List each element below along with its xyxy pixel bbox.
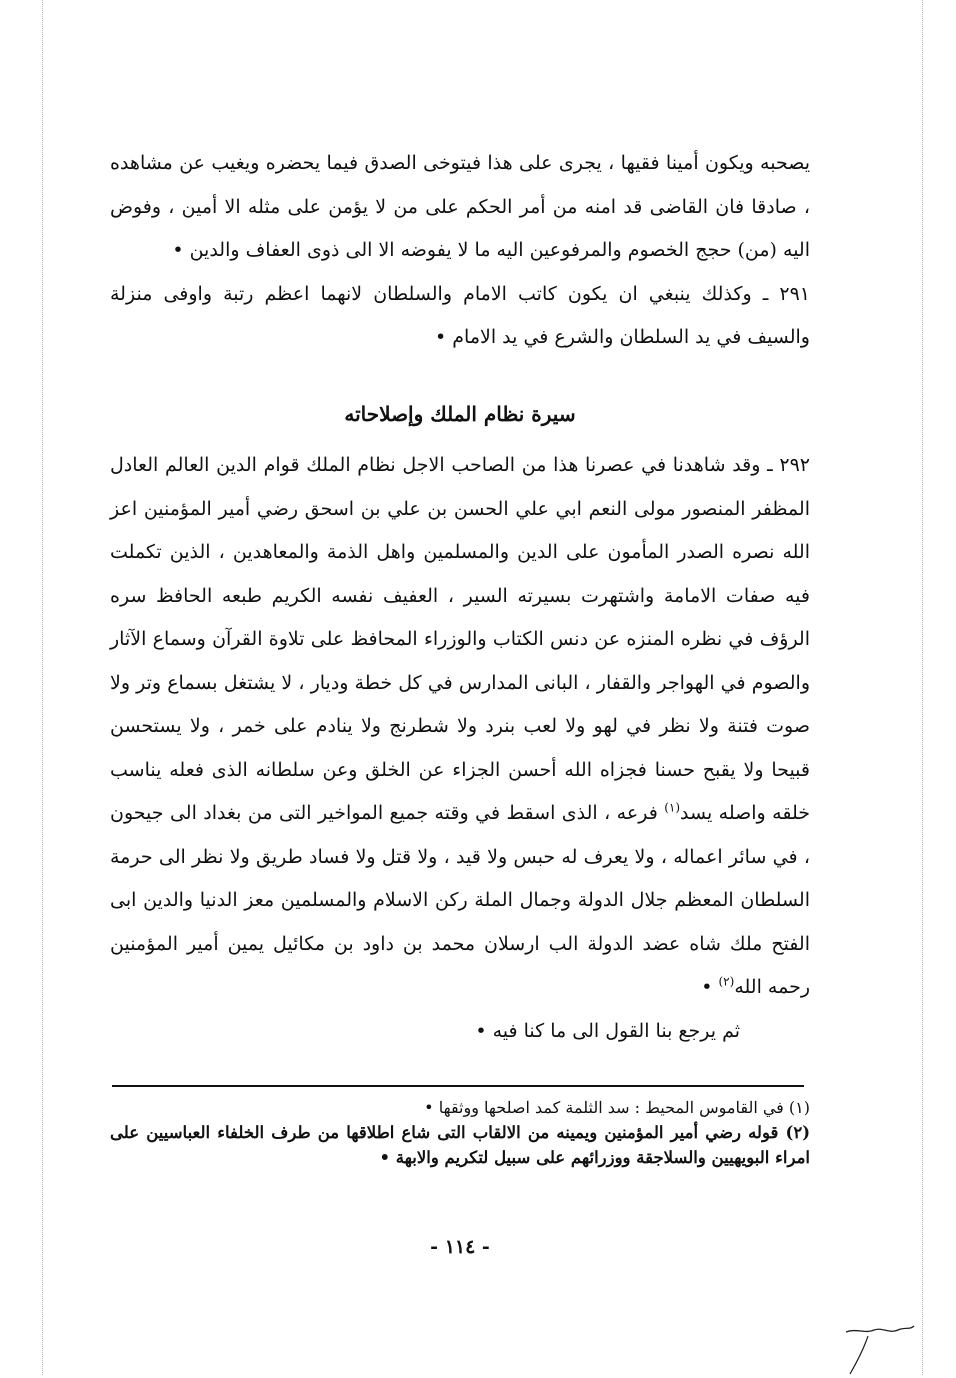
footnotes xyxy=(110,1095,810,1170)
footnote-divider xyxy=(112,1085,804,1087)
paragraph-292-text-b: فرعه ، الذى اسقط في وقته جميع المواخير التى من بغداد الى جيحون ، في سائر اعماله ، ولا يعرف له حبس ولا قيد ، ولا قتل ولا فساد طريق ولا نظر الى حرمة السلطان المعظم جلال الدولة وجمال الملة ركن الاسلام والمسلمين معز الدنيا والدين ابى الفتح ملك شاه عضد الدولة الب ارسلان محمد بن داود بن مكائيل يمين أمير المؤمنين رحمه الله xyxy=(110,802,810,998)
page-number: - ١١٤ - xyxy=(430,1236,490,1258)
paragraph-continued: يصحبه ويكون أمينا فقيها ، يجرى على هذا فيتوخى الصدق فيما يحضره ويغيب عن مشاهده ، صادقا فان القاضى قد امنه من أمر الحكم على من لا يؤمن على مثله الا أمين ، وفوض اليه (من) حجج الخصوم والمرفوعين اليه ما لا يفوضه الا الى ذوى العفاف والدين • xyxy=(110,152,810,261)
paragraph-closing: ثم يرجع بنا القول الى ما كنا فيه • xyxy=(475,1019,740,1042)
section-heading: سيرة نظام الملك وإصلاحاته xyxy=(344,402,576,426)
footnote-marker-2: (٢) xyxy=(718,974,735,989)
handwritten-mark xyxy=(838,1318,928,1378)
paragraph-292-text-a: ٢٩٢ ـ وقد شاهدنا في عصرنا هذا من الصاحب الاجل نظام الملك قوام الدين العالم العادل المظفر المنصور مولى النعم ابي علي الحسن بن علي بن اسحق رضي أمير المؤمنين اعز الله نصره الصدر المأمون على الدين والمسلمين واهل الذمة والمعاهدين ، الذين تكملت فيه صفات الامامة واشتهرت بسيرته السير ، العفيف نفسه الكريم طبعه الحافظ سره الرؤف في نظره المنزه عن دنس الكتاب والوزراء المحافظ على تلاوة القرآن وسماع الآثار والصوم في الهواجر والقفار ، البانى المدارس في كل خطة وديار ، لا يشتغل بسماع وتر ولا صوت فتنة ولا نظر في لهو ولا لعب بنرد ولا شطرنج ولا ينادم على خمر ، ولا يستحسن قبيحا ولا يقبح حسنا فجزاه الله أحسن الجزاء عن الخلق وعن سلطانه الذى فعله يناسب خلقه واصله يسد xyxy=(110,454,810,824)
upper-body-text xyxy=(110,142,810,360)
footnote-2: (٢) قوله رضي أمير المؤمنين ويمينه من الالقاب التى شاع اطلاقها من طرف الخلفاء العباسيين على امراء البويهيين والسلاجقة ووزرائهم على سبيل لتكريم والابهة • xyxy=(110,1123,810,1167)
paragraph-292-end: • xyxy=(701,976,719,998)
paragraph-291: ٢٩١ ـ وكذلك ينبغي ان يكون كاتب الامام والسلطان لانهما اعظم رتبة واوفى منزلة والسيف في يد السلطان والشرع في يد الامام • xyxy=(110,282,810,348)
scan-guide-line-right xyxy=(922,0,923,1375)
lower-body-text xyxy=(110,444,810,1053)
footnote-1: (١) في القاموس المحيط : سد الثلمة كمد اصلحها ووثقها • xyxy=(424,1098,810,1117)
footnote-marker-1: (١) xyxy=(664,800,681,815)
paragraph-292 xyxy=(110,444,810,1010)
scan-guide-line-left xyxy=(42,0,43,1375)
